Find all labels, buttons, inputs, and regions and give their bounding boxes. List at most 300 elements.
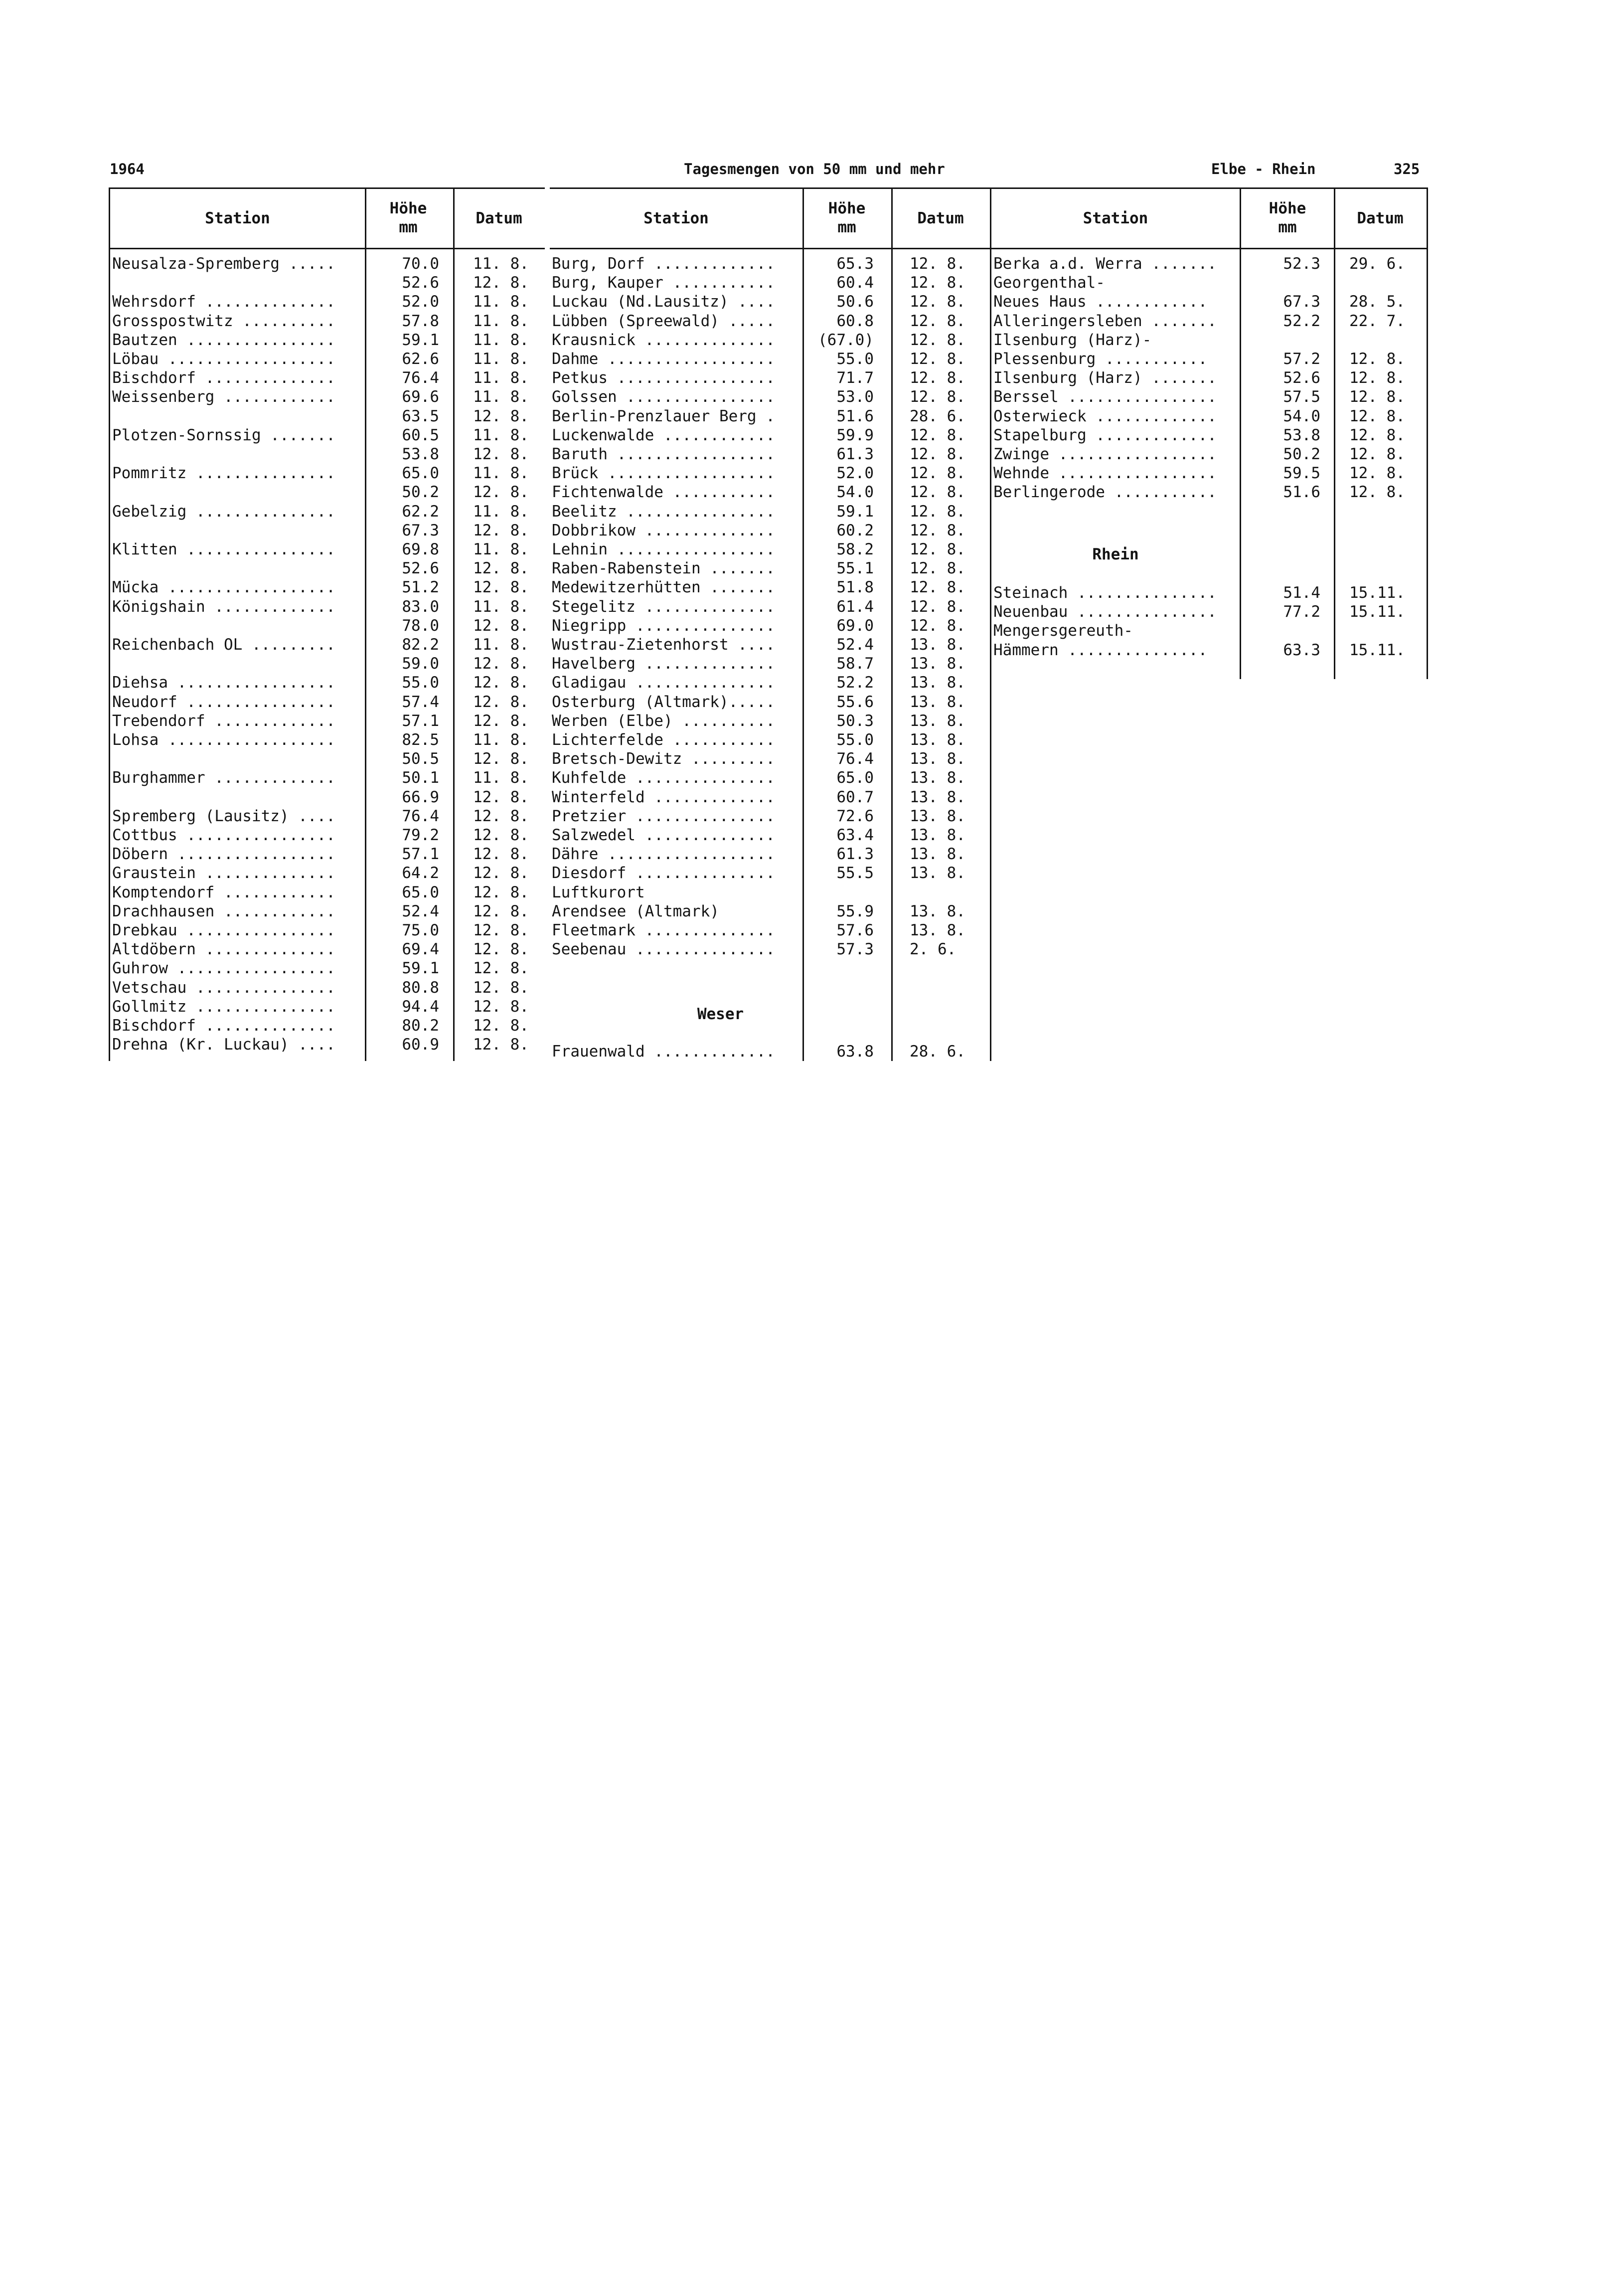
- table-row: [110, 730, 529, 749]
- observation-date: 2. 6.: [910, 940, 957, 959]
- table-row: [550, 673, 965, 692]
- station-name: Luckau (Nd.Lausitz) ....: [552, 293, 775, 311]
- station-name: Lichterfelde ...........: [552, 731, 775, 749]
- table-row: [550, 749, 965, 768]
- table-row: [110, 445, 529, 464]
- precipitation-mm: 60.8: [836, 312, 874, 330]
- precipitation-mm: 65.0: [402, 883, 439, 901]
- observation-date: 13. 8.: [910, 636, 965, 654]
- observation-date: 12. 8.: [473, 578, 529, 597]
- station-name: Spremberg (Lausitz) ....: [112, 807, 335, 825]
- observation-date: 12. 8.: [473, 788, 529, 806]
- observation-date: 12. 8.: [1349, 388, 1405, 406]
- precipitation-mm: 57.4: [402, 693, 439, 711]
- station-name: Wehnde .................: [993, 464, 1217, 483]
- observation-date: 12. 8.: [910, 255, 965, 273]
- precipitation-mm: 50.1: [402, 769, 439, 787]
- station-name: Lohsa ..................: [112, 731, 335, 749]
- precipitation-mm: 55.9: [836, 902, 874, 920]
- table-row: [550, 635, 965, 654]
- station-name: Brück ..................: [552, 464, 775, 483]
- precipitation-mm: 70.0: [402, 255, 439, 273]
- table-row: [991, 483, 1405, 502]
- table-row: [550, 540, 965, 559]
- station-name: Winterfeld .............: [552, 788, 775, 806]
- station-name: Gladigau ...............: [552, 674, 775, 692]
- precipitation-mm: 60.2: [836, 521, 874, 539]
- station-name: Frauenwald .............: [552, 1043, 775, 1060]
- station-name: Steinach ...............: [993, 584, 1217, 602]
- table-row: [550, 292, 965, 311]
- observation-date: 12. 8.: [473, 483, 529, 502]
- precipitation-mm: 61.3: [836, 445, 874, 463]
- weser-rows: [550, 1042, 990, 1061]
- col-header-height-unit: mm: [837, 218, 856, 236]
- table-row: [550, 940, 957, 959]
- table-row: [550, 883, 802, 902]
- table-block-2-date-col: [891, 187, 991, 1061]
- table-row: [110, 407, 529, 426]
- station-name: Graustein ..............: [112, 864, 335, 883]
- observation-date: 12. 8.: [910, 293, 965, 311]
- col-header-date: Datum: [1357, 209, 1404, 227]
- table-row: [991, 445, 1405, 464]
- observation-date: 11. 8.: [473, 769, 529, 787]
- station-name: Neudorf ................: [112, 693, 335, 711]
- precipitation-mm: 55.0: [836, 731, 874, 749]
- precipitation-mm: 51.6: [1283, 483, 1320, 502]
- table-row: [110, 292, 529, 311]
- station-name: Burg, Dorf .............: [552, 255, 775, 273]
- table-row: [550, 693, 965, 711]
- col-header-station: Station: [1083, 209, 1148, 227]
- precipitation-mm: 52.0: [402, 293, 439, 311]
- observation-date: 29. 6.: [1349, 255, 1405, 273]
- observation-date: 13. 8.: [910, 674, 965, 692]
- table-row: [550, 273, 965, 292]
- precipitation-mm: 52.4: [836, 636, 874, 654]
- observation-date: 13. 8.: [910, 711, 965, 730]
- precipitation-mm: 61.4: [836, 597, 874, 616]
- station-name: Baruth .................: [552, 445, 775, 463]
- precipitation-mm: 72.6: [836, 807, 874, 825]
- observation-date: 12. 8.: [473, 750, 529, 768]
- table-row: [991, 641, 1427, 660]
- precipitation-mm: 82.5: [402, 731, 439, 749]
- observation-date: 12. 8.: [910, 483, 965, 502]
- station-name: Havelberg ..............: [552, 655, 775, 673]
- precipitation-mm: 50.5: [402, 750, 439, 768]
- precipitation-mm: 63.4: [836, 826, 874, 844]
- table-row: [991, 602, 1427, 621]
- station-name: Neues Haus ............: [993, 293, 1208, 311]
- observation-date: 12. 8.: [473, 997, 529, 1016]
- table-row: [550, 807, 965, 826]
- observation-date: 12. 8.: [473, 674, 529, 692]
- table-row: [991, 426, 1405, 445]
- col-header-station: Station: [643, 209, 709, 227]
- table-row: [991, 387, 1405, 406]
- station-name: Mücka ..................: [112, 578, 335, 597]
- precipitation-mm: 69.4: [402, 940, 439, 959]
- observation-date: 11. 8.: [473, 312, 529, 330]
- table-row: [550, 616, 965, 635]
- station-name: Stegelitz ..............: [552, 597, 775, 616]
- observation-date: 15.11.: [1349, 584, 1405, 602]
- observation-date: 12. 8.: [473, 807, 529, 825]
- precipitation-mm: 83.0: [402, 597, 439, 616]
- observation-date: 13. 8.: [910, 826, 965, 844]
- col-header-height-unit: mm: [1278, 218, 1297, 236]
- observation-date: 12. 8.: [473, 921, 529, 939]
- table-row: [110, 350, 529, 368]
- precipitation-mm: 65.0: [402, 464, 439, 483]
- precipitation-mm: 67.3: [402, 521, 439, 539]
- station-name: Klitten ................: [112, 540, 335, 558]
- table-row: [110, 845, 529, 864]
- station-name: Altdöbern ..............: [112, 940, 335, 959]
- station-name: Stapelburg .............: [993, 426, 1217, 444]
- station-name: Trebendorf .............: [112, 711, 335, 730]
- station-name: Zwinge .................: [993, 445, 1217, 463]
- observation-date: 12. 8.: [473, 559, 529, 578]
- station-name: Berka a.d. Werra .......: [993, 255, 1217, 273]
- table-row: [110, 426, 529, 445]
- observation-date: 12. 8.: [1349, 426, 1405, 444]
- table-row: [991, 350, 1405, 368]
- observation-date: 12. 8.: [473, 655, 529, 673]
- observation-date: 12. 8.: [473, 959, 529, 978]
- observation-date: 13. 8.: [910, 845, 965, 864]
- precipitation-mm: 59.9: [836, 426, 874, 444]
- table-row: [110, 978, 529, 997]
- observation-date: 28. 5.: [1349, 293, 1405, 311]
- observation-date: 11. 8.: [473, 388, 529, 406]
- table-row: [550, 921, 965, 940]
- table-row: [991, 254, 1405, 273]
- precipitation-mm: 58.7: [836, 655, 874, 673]
- precipitation-mm: 57.3: [836, 940, 874, 959]
- observation-date: 12. 8.: [910, 274, 965, 292]
- observation-date: 12. 8.: [910, 369, 965, 387]
- table-row: [110, 273, 529, 292]
- observation-date: 12. 8.: [910, 540, 965, 558]
- table-row: [110, 464, 529, 483]
- station-name: Vetschau ...............: [112, 978, 335, 997]
- station-name: Salzwedel ..............: [552, 826, 775, 844]
- table-row: [550, 902, 965, 921]
- station-name: Bischdorf ..............: [112, 369, 335, 387]
- table-row: [550, 730, 965, 749]
- observation-date: 12. 8.: [910, 597, 965, 616]
- precipitation-mm: 53.8: [1283, 426, 1320, 444]
- observation-date: 12. 8.: [1349, 369, 1405, 387]
- table-row: [550, 788, 965, 807]
- precipitation-mm: 63.8: [836, 1043, 874, 1060]
- station-name: Mengersgereuth-: [993, 622, 1133, 640]
- precipitation-mm: 67.3: [1283, 293, 1320, 311]
- table-row: [110, 483, 529, 502]
- table-row: [110, 331, 529, 350]
- station-name: Seebenau ...............: [552, 940, 775, 959]
- table-row: [550, 407, 965, 426]
- station-name: Plessenburg ...........: [993, 350, 1208, 368]
- table-row: [550, 826, 965, 845]
- precipitation-mm: 63.5: [402, 407, 439, 425]
- table-row: [991, 464, 1405, 483]
- header-title: Tagesmengen von 50 mm und mehr: [684, 161, 945, 177]
- table-block-1-date-col: [453, 187, 545, 1061]
- col-header-height: Höhe: [828, 199, 866, 217]
- observation-date: 15.11.: [1349, 641, 1405, 659]
- precipitation-mm: 50.3: [836, 711, 874, 730]
- precipitation-mm: 63.3: [1283, 641, 1320, 659]
- observation-date: 12. 8.: [910, 578, 965, 597]
- precipitation-mm: 60.7: [836, 788, 874, 806]
- observation-date: 11. 8.: [473, 464, 529, 483]
- table-row: [110, 654, 529, 673]
- precipitation-mm: 50.6: [836, 293, 874, 311]
- precipitation-mm: 51.6: [836, 407, 874, 425]
- precipitation-mm: 57.6: [836, 921, 874, 939]
- table-row: [550, 711, 965, 730]
- precipitation-mm: 64.2: [402, 864, 439, 883]
- observation-date: 12. 8.: [473, 864, 529, 883]
- observation-date: 11. 8.: [473, 293, 529, 311]
- station-name: Komptendorf ............: [112, 883, 335, 901]
- precipitation-mm: 79.2: [402, 826, 439, 844]
- station-name: Burg, Kauper ...........: [552, 274, 775, 292]
- table-row: [110, 997, 529, 1016]
- col-header-height-unit: mm: [399, 218, 418, 236]
- col-header-height: Höhe: [1269, 199, 1306, 217]
- station-name: Grosspostwitz ..........: [112, 312, 335, 330]
- observation-date: 12. 8.: [473, 711, 529, 730]
- precipitation-mm: 69.6: [402, 388, 439, 406]
- precipitation-mm: 82.2: [402, 636, 439, 654]
- station-name: Plotzen-Sornssig .......: [112, 426, 335, 444]
- station-name: Lehnin .................: [552, 540, 775, 558]
- table-row: [550, 312, 965, 331]
- station-name: Drachhausen ............: [112, 902, 335, 920]
- precipitation-mm: 52.3: [1283, 255, 1320, 273]
- precipitation-mm: 75.0: [402, 921, 439, 939]
- table-row: [110, 673, 529, 692]
- table-row: [550, 559, 965, 578]
- table-row: [110, 387, 529, 406]
- precipitation-mm: 55.6: [836, 693, 874, 711]
- precipitation-mm: (67.0): [818, 331, 874, 349]
- table-row: [110, 312, 529, 331]
- table-row: [550, 254, 965, 273]
- precipitation-mm: 69.0: [836, 616, 874, 635]
- header-region: Elbe - Rhein: [1211, 161, 1316, 177]
- station-name: Burghammer .............: [112, 769, 335, 787]
- station-name: Dähre ..................: [552, 845, 775, 864]
- observation-date: 11. 8.: [473, 255, 529, 273]
- precipitation-mm: 57.2: [1283, 350, 1320, 368]
- observation-date: 11. 8.: [473, 350, 529, 368]
- observation-date: 12. 8.: [473, 826, 529, 844]
- precipitation-mm: 50.2: [402, 483, 439, 502]
- table-row: [991, 407, 1405, 426]
- observation-date: 11. 8.: [473, 540, 529, 558]
- precipitation-mm: 55.1: [836, 559, 874, 578]
- station-name: Ilsenburg (Harz)-: [993, 331, 1152, 349]
- rhein-rows: [991, 583, 1427, 659]
- station-name: Gebelzig ...............: [112, 502, 335, 521]
- precipitation-mm: 80.2: [402, 1017, 439, 1035]
- observation-date: 13. 8.: [910, 655, 965, 673]
- observation-date: 12. 8.: [473, 978, 529, 997]
- observation-date: 13. 8.: [910, 807, 965, 825]
- station-name: Cottbus ................: [112, 826, 335, 844]
- table-row: [110, 540, 529, 559]
- precipitation-mm: 60.9: [402, 1036, 439, 1054]
- precipitation-mm: 52.0: [836, 464, 874, 483]
- table-row: [110, 711, 529, 730]
- station-name: Krausnick ..............: [552, 331, 775, 349]
- observation-date: 12. 8.: [473, 693, 529, 711]
- table-row: [550, 845, 965, 864]
- table-row: [110, 807, 529, 826]
- precipitation-mm: 54.0: [1283, 407, 1320, 425]
- station-name: Niegripp ...............: [552, 616, 775, 635]
- observation-date: 12. 8.: [473, 883, 529, 901]
- header-page-number: 325: [1394, 161, 1420, 177]
- station-name: Bischdorf ..............: [112, 1017, 335, 1035]
- table-row: [991, 312, 1405, 331]
- table-row: [110, 788, 529, 807]
- table-row: [991, 273, 1240, 292]
- observation-date: 12. 8.: [473, 407, 529, 425]
- station-name: Berssel ................: [993, 388, 1217, 406]
- station-name: Gollmitz ...............: [112, 997, 335, 1016]
- table-row: [550, 864, 965, 883]
- precipitation-mm: 51.4: [1283, 584, 1320, 602]
- station-name: Beelitz ................: [552, 502, 775, 521]
- table-row: [550, 654, 965, 673]
- station-name: Neusalza-Spremberg .....: [112, 255, 335, 273]
- observation-date: 15.11.: [1349, 603, 1405, 621]
- table-row: [110, 502, 529, 521]
- observation-date: 12. 8.: [910, 464, 965, 483]
- col-header-date: Datum: [476, 209, 522, 227]
- station-name: Georgenthal-: [993, 274, 1105, 292]
- station-name: Königshain .............: [112, 597, 335, 616]
- section-heading-weser: Weser: [697, 1005, 744, 1023]
- precipitation-mm: 66.9: [402, 788, 439, 806]
- observation-date: 12. 8.: [473, 521, 529, 539]
- observation-date: 12. 8.: [473, 274, 529, 292]
- observation-date: 12. 8.: [473, 445, 529, 463]
- station-name: Petkus .................: [552, 369, 775, 387]
- table-row: [991, 368, 1405, 387]
- observation-date: 12. 8.: [910, 312, 965, 330]
- precipitation-mm: 76.4: [402, 807, 439, 825]
- observation-date: 12. 8.: [473, 902, 529, 920]
- table-row: [550, 445, 965, 464]
- station-name: Diehsa .................: [112, 674, 335, 692]
- precipitation-mm: 61.3: [836, 845, 874, 864]
- precipitation-mm: 65.3: [836, 255, 874, 273]
- table-row: [110, 902, 529, 921]
- table-row: [991, 331, 1240, 350]
- station-name: Kuhfelde ...............: [552, 769, 775, 787]
- observation-date: 12. 8.: [910, 426, 965, 444]
- station-name: Osterwieck .............: [993, 407, 1217, 425]
- precipitation-mm: 52.6: [1283, 369, 1320, 387]
- precipitation-mm: 57.1: [402, 711, 439, 730]
- station-name: Fleetmark ..............: [552, 921, 775, 939]
- station-name: Pretzier ...............: [552, 807, 775, 825]
- table-row: [550, 464, 965, 483]
- station-name: Lübben (Spreewald) .....: [552, 312, 775, 330]
- station-name: Wehrsdorf ..............: [112, 293, 335, 311]
- precipitation-mm: 59.5: [1283, 464, 1320, 483]
- station-name: Werben (Elbe) ..........: [552, 711, 775, 730]
- table-row: [991, 621, 1427, 640]
- table-row: [110, 616, 529, 635]
- station-name: Dahme ..................: [552, 350, 775, 368]
- table-row: [550, 426, 965, 445]
- precipitation-mm: 59.1: [836, 502, 874, 521]
- observation-date: 12. 8.: [1349, 350, 1405, 368]
- table-row: [110, 921, 529, 940]
- precipitation-mm: 59.1: [402, 331, 439, 349]
- station-name: Arendsee (Altmark): [552, 902, 719, 920]
- table-row: [110, 578, 529, 597]
- precipitation-mm: 55.0: [402, 674, 439, 692]
- table-row: [110, 521, 529, 540]
- precipitation-mm: 52.2: [1283, 312, 1320, 330]
- precipitation-mm: 59.1: [402, 959, 439, 978]
- station-name: Alleringersleben .......: [993, 312, 1217, 330]
- table-row: [110, 1016, 529, 1035]
- table-row: [550, 578, 965, 597]
- precipitation-mm: 51.8: [836, 578, 874, 597]
- table-row: [550, 483, 965, 502]
- station-name: Drehna (Kr. Luckau) ....: [112, 1036, 335, 1054]
- station-name: Berlingerode ...........: [993, 483, 1217, 502]
- observation-date: 11. 8.: [473, 369, 529, 387]
- observation-date: 12. 8.: [910, 559, 965, 578]
- precipitation-mm: 54.0: [836, 483, 874, 502]
- observation-date: 28. 6.: [910, 407, 965, 425]
- precipitation-mm: 78.0: [402, 616, 439, 635]
- table-row: [550, 331, 965, 350]
- station-name: Luckenwalde ............: [552, 426, 775, 444]
- table-row: [110, 693, 529, 711]
- table-row: [550, 521, 965, 540]
- table-row: [110, 864, 529, 883]
- station-name: Neuenbau ...............: [993, 603, 1217, 621]
- observation-date: 11. 8.: [473, 502, 529, 521]
- observation-date: 13. 8.: [910, 788, 965, 806]
- table-row: [991, 292, 1405, 311]
- table-row: [550, 768, 965, 787]
- observation-date: 11. 8.: [473, 331, 529, 349]
- station-name: Dobbrikow ..............: [552, 521, 775, 539]
- precipitation-mm: 77.2: [1283, 603, 1320, 621]
- precipitation-mm: 57.1: [402, 845, 439, 864]
- table-row: [110, 749, 529, 768]
- observation-date: 12. 8.: [910, 616, 965, 635]
- station-name: Berlin-Prenzlauer Berg .: [552, 407, 775, 425]
- station-name: Diesdorf ...............: [552, 864, 775, 883]
- precipitation-mm: 53.8: [402, 445, 439, 463]
- observation-date: 12. 8.: [910, 350, 965, 368]
